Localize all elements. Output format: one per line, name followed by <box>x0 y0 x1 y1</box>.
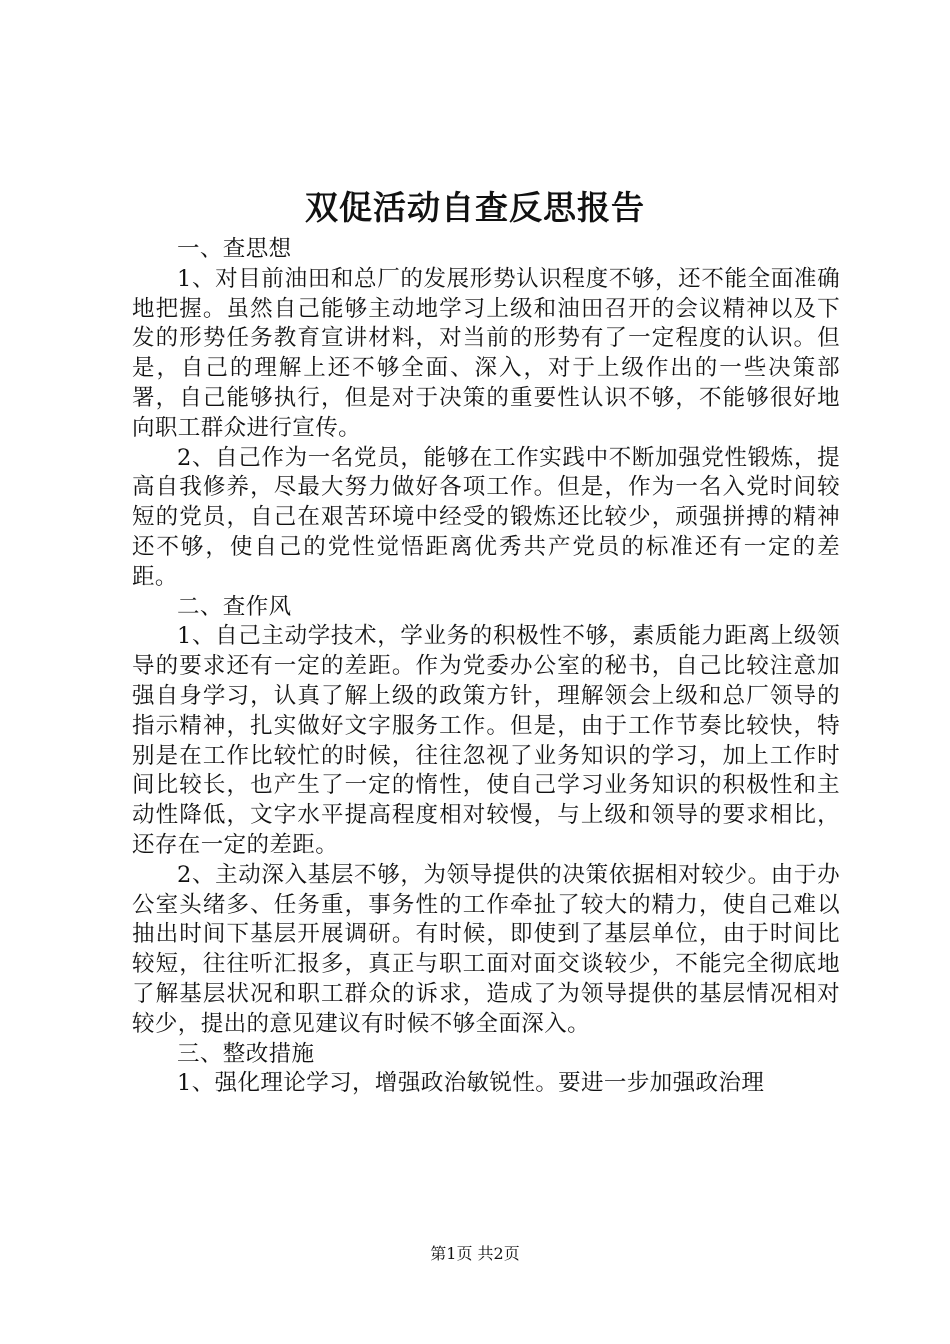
paragraph: 2、主动深入基层不够，为领导提供的决策依据相对较少。由于办公室头绪多、任务重，事务性的工作牵扯了较大的精力，使自己难以抽出时间下基层开展调研。有时候，即使到了基层单位，由于时间比较短，往往听汇报多，真正与职工面对面交谈较少，不能完全彻底地了解基层状况和职工群众的诉求，造成了为领导提供的基层情况相对较少，提出的意见建议有时候不够全面深入。 <box>132 861 840 1037</box>
section-heading-1: 一、查思想 <box>177 236 292 262</box>
paragraph: 1、自己主动学技术，学业务的积极性不够，素质能力距离上级领导的要求还有一定的差距。作为党委办公室的秘书，自己比较注意加强自身学习，认真了解上级的政策方针，理解领会上级和总厂领导的指示精神，扎实做好文字服务工作。但是，由于工作节奏比较快，特别是在工作比较忙的时候，往往忽视了业务知识的学习，加上工作时间比较长，也产生了一定的惰性，使自己学习业务知识的积极性和主动性降低，文字水平提高程度相对较慢，与上级和领导的要求相比，还存在一定的差距。 <box>132 623 840 858</box>
section-heading-2: 二、查作风 <box>177 593 292 620</box>
paragraph: 1、强化理论学习，增强政治敏锐性。要进一步加强政治理 <box>177 1070 765 1097</box>
section-heading-3: 三、整改措施 <box>177 1040 315 1067</box>
paragraph: 2、自己作为一名党员，能够在工作实践中不断加强党性锻炼，提高自我修养，尽最大努力做好各项工作。但是，作为一名入党时间较短的党员，自己在艰苦环境中经受的锻炼还比较少，顽强拼搏的精神还不够，使自己的党性觉悟距离优秀共产党员的标准还有一定的差距。 <box>132 444 840 590</box>
document-body <box>132 235 840 1099</box>
paragraph: 1、对目前油田和总厂的发展形势认识程度不够，还不能全面准确地把握。虽然自己能够主动地学习上级和油田召开的会议精神以及下发的形势任务教育宣讲材料，对当前的形势有了一定程度的认识。但是，自己的理解上还不够全面、深入，对于上级作出的一些决策部署，自己能够执行，但是对于决策的重要性认识不够，不能够很好地向职工群众进行宣传。 <box>132 265 840 441</box>
document-title: 双促活动自查反思报告 <box>305 188 645 227</box>
page-number-footer: 第1页 共2页 <box>430 1244 520 1263</box>
